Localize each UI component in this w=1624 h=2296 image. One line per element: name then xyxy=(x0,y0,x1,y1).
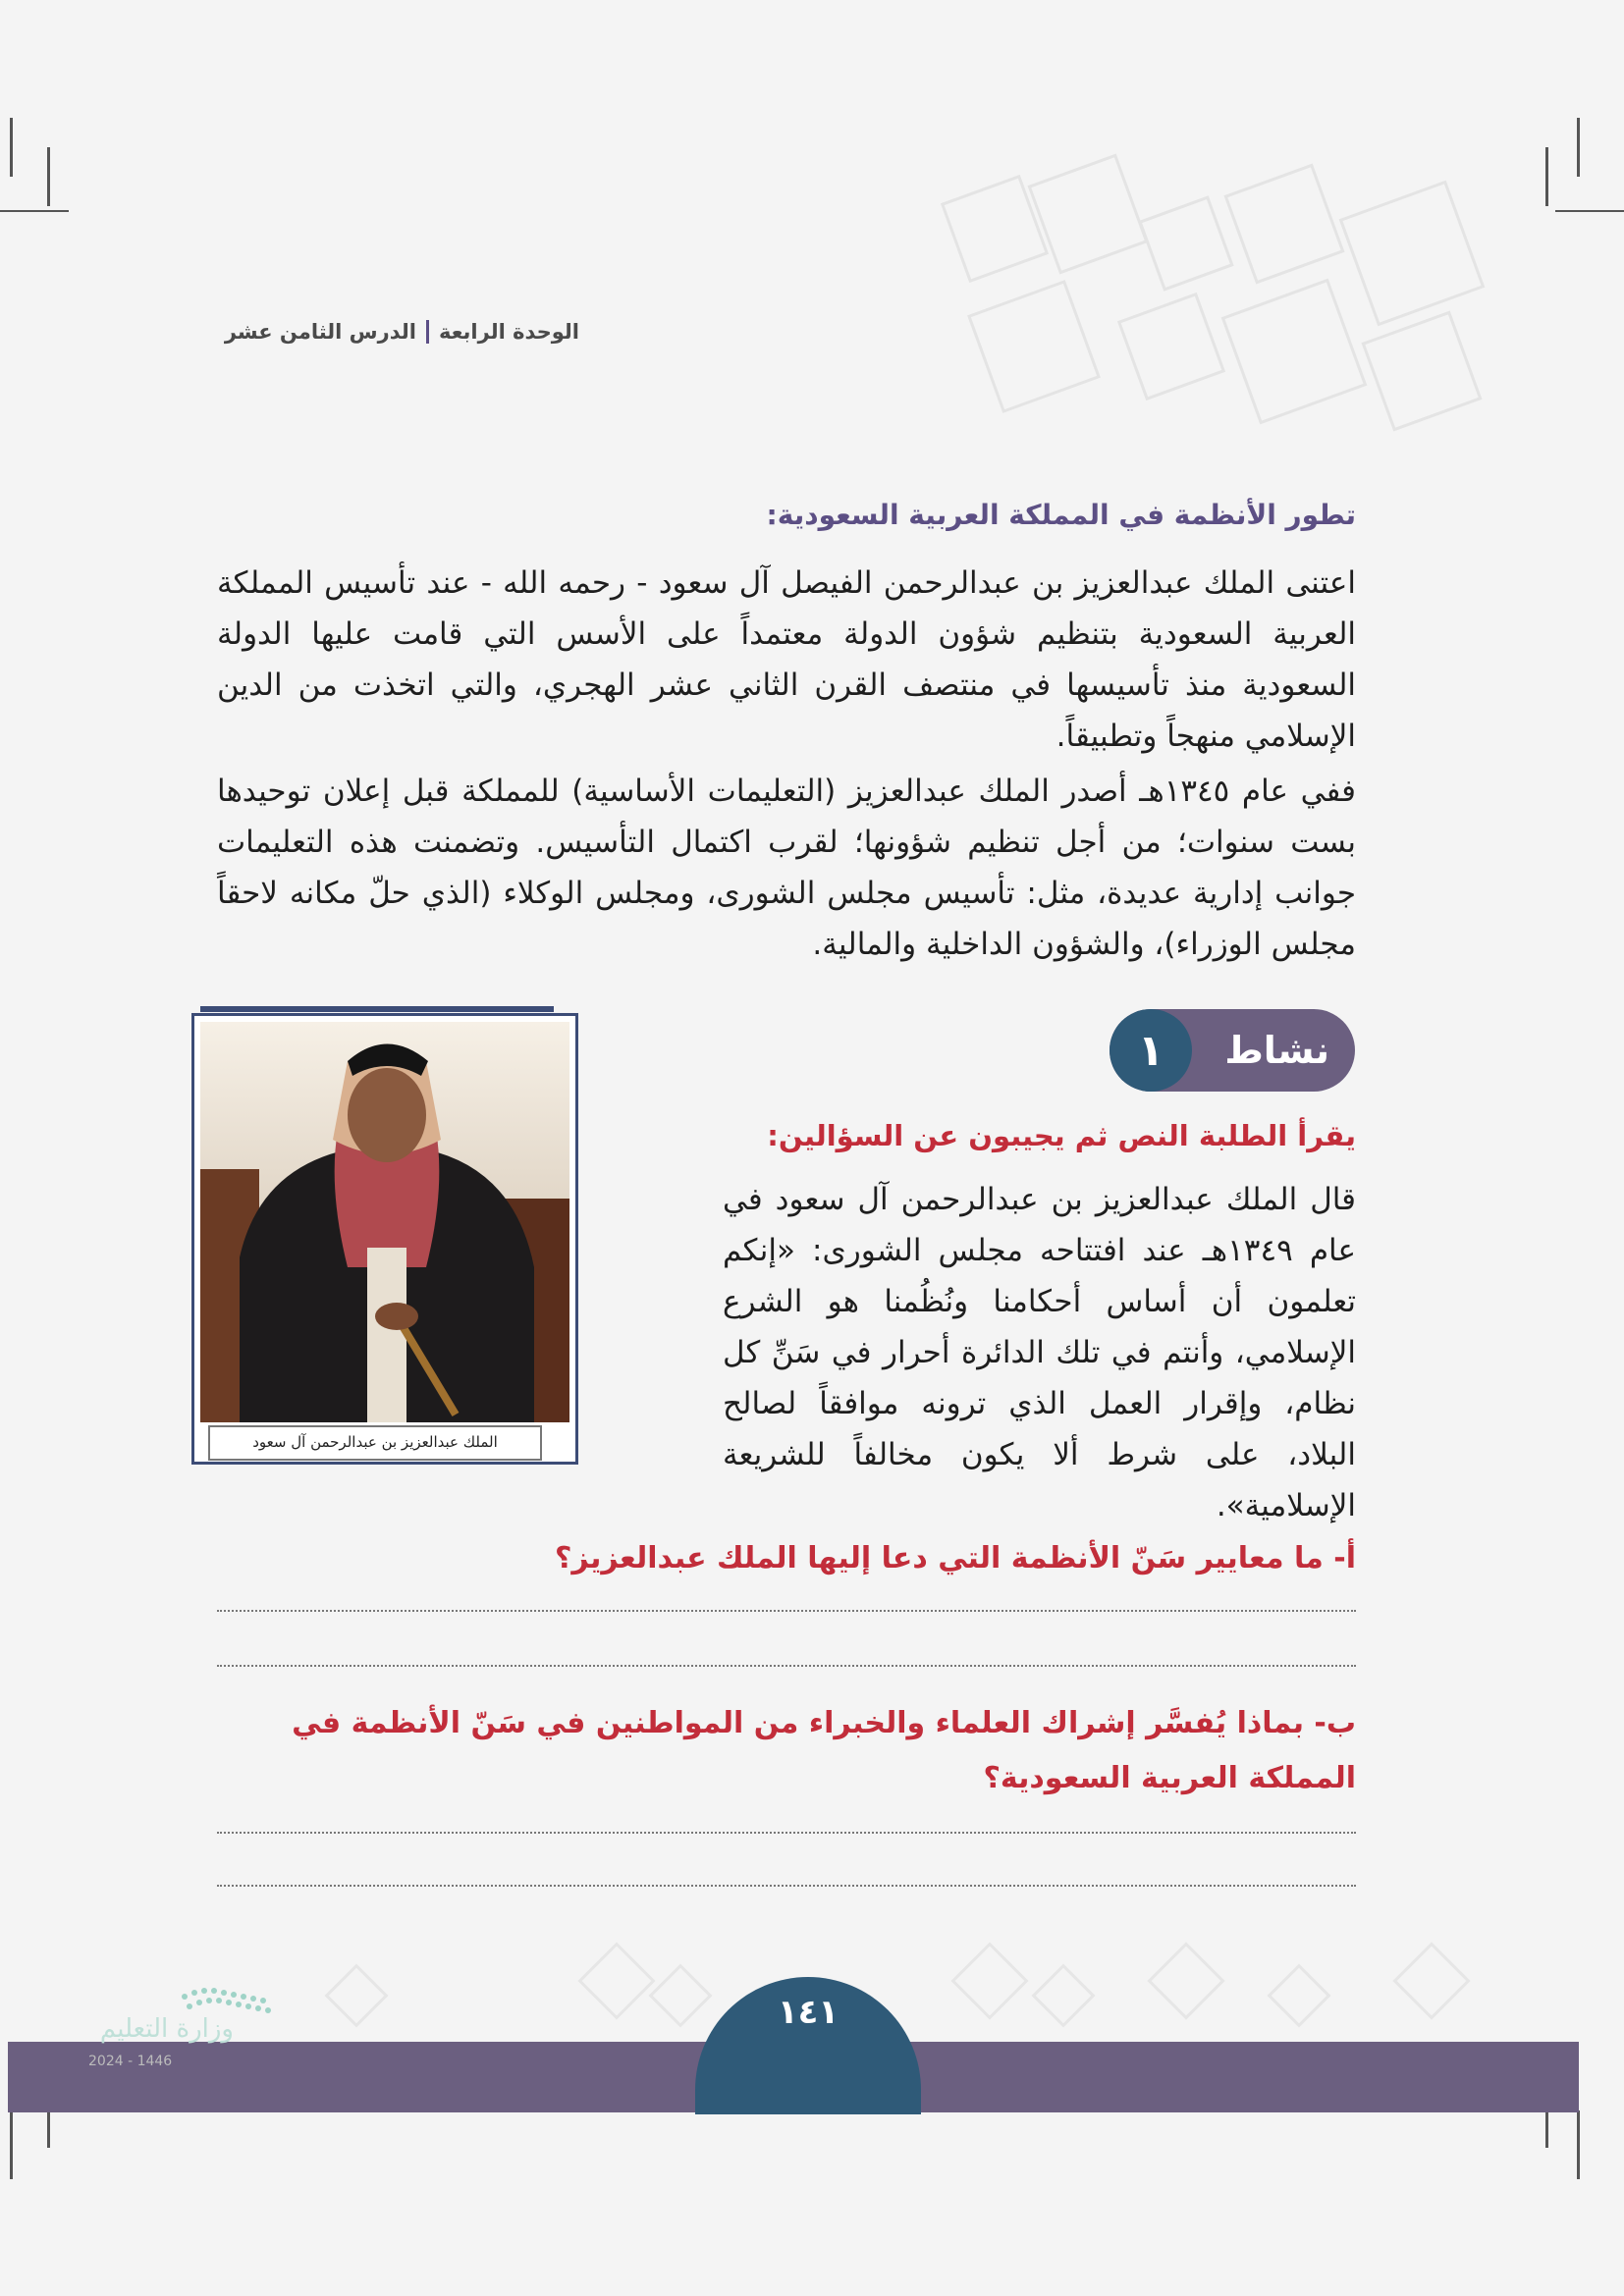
decorative-square xyxy=(1138,195,1233,291)
crop-mark xyxy=(1577,118,1580,177)
decorative-diamond xyxy=(1392,1942,1470,2019)
section-title: تطور الأنظمة في المملكة العربية السعودية: xyxy=(766,499,1356,531)
decorative-diamond xyxy=(1267,1963,1330,2027)
decorative-diamond xyxy=(1147,1942,1224,2019)
crop-mark xyxy=(10,118,13,177)
activity-label: نشاط xyxy=(1224,1029,1329,1072)
activity-badge xyxy=(1110,1009,1355,1092)
decorative-diamond xyxy=(950,1942,1028,2019)
paragraph-2: ففي عام ١٣٤٥هـ أصدر الملك عبدالعزيز (التعليمات الأساسية) للمملكة قبل إعلان توحيدها بست سنوات؛ من أجل تنظيم شؤونها؛ لقرب اكتمال التأسيس. وتضمنت هذه التعليمات جوانب إدارية عديدة، مثل: تأسيس مجلس الشورى، ومجلس الوكلاء (الذي حلّ مكانه لاحقاً مجلس الوزراء)، والشؤون الداخلية والمالية. xyxy=(217,774,1357,962)
decorative-diamond xyxy=(577,1942,655,2019)
crop-mark xyxy=(47,147,50,206)
answer-line[interactable] xyxy=(217,1665,1356,1667)
decorative-square xyxy=(1117,293,1225,400)
decorative-square xyxy=(1223,163,1344,284)
lesson-label: الدرس الثامن عشر xyxy=(224,320,416,344)
crop-mark xyxy=(1545,147,1548,206)
header-separator xyxy=(426,320,429,344)
answer-line[interactable] xyxy=(217,1832,1356,1834)
ministry-name: وزارة التعليم xyxy=(99,2014,234,2044)
activity-instruction: يقرأ الطلبة النص ثم يجيبون عن السؤالين: xyxy=(767,1119,1356,1152)
decorative-diamond xyxy=(1031,1963,1095,2027)
decorative-square xyxy=(967,280,1101,413)
portrait-illustration xyxy=(200,1022,569,1422)
king-photo xyxy=(191,1013,578,1465)
unit-label: الوحدة الرابعة xyxy=(438,320,579,344)
decorative-square xyxy=(1221,279,1368,425)
crop-mark xyxy=(0,210,69,212)
question-b: ب- بماذا يُفسَّر إشراك العلماء والخبراء من المواطنين في سَنّ الأنظمة في المملكة العربية السعودية؟ xyxy=(292,1706,1356,1795)
activity-quote: قال الملك عبدالعزيز بن عبدالرحمن آل سعود في عام ١٣٤٩هـ عند افتتاحه مجلس الشورى: «إنكم تعلمون أن أساس أحكامنا ونُظُمنا هو الشرع الإسلامي، وأنتم في تلك الدائرة أحرار في سَنِّ كل نظام، وإقرار العمل الذي ترونه موافقاً لصالح البلاد، على شرط ألا يكون مخالفاً للشريعة الإسلامية». xyxy=(723,1182,1356,1523)
answer-line[interactable] xyxy=(217,1885,1356,1887)
photo-frame-shadow xyxy=(200,1006,554,1012)
decorative-square xyxy=(1339,181,1486,327)
paragraph-1: اعتنى الملك عبدالعزيز بن عبدالرحمن الفيصل آل سعود - رحمه الله - عند تأسيس المملكة العربية السعودية بتنظيم شؤون الدولة معتمداً على الأسس التي قامت عليها الدولة السعودية منذ تأسيسها في منتصف القرن الثاني عشر الهجري، والتي اتخذت من الدين الإسلامي منهجاً وتطبيقاً. xyxy=(217,565,1356,754)
crop-mark xyxy=(1555,210,1624,212)
decorative-square xyxy=(1027,153,1148,274)
crop-mark xyxy=(10,2110,13,2179)
question-a: أ- ما معايير سَنّ الأنظمة التي دعا إليها الملك عبدالعزيز؟ xyxy=(555,1541,1356,1575)
activity-number: ١ xyxy=(1110,1009,1192,1092)
decorative-square xyxy=(1361,310,1482,431)
ministry-year: 2024 - 1446 xyxy=(88,2054,173,2069)
decorative-diamond xyxy=(324,1963,388,2027)
photo-caption: الملك عبدالعزيز بن عبدالرحمن آل سعود xyxy=(208,1425,542,1461)
page-number: ١٤١ xyxy=(777,1993,839,2032)
crop-mark xyxy=(1577,2110,1580,2179)
answer-line[interactable] xyxy=(217,1610,1356,1612)
running-header xyxy=(187,312,579,351)
